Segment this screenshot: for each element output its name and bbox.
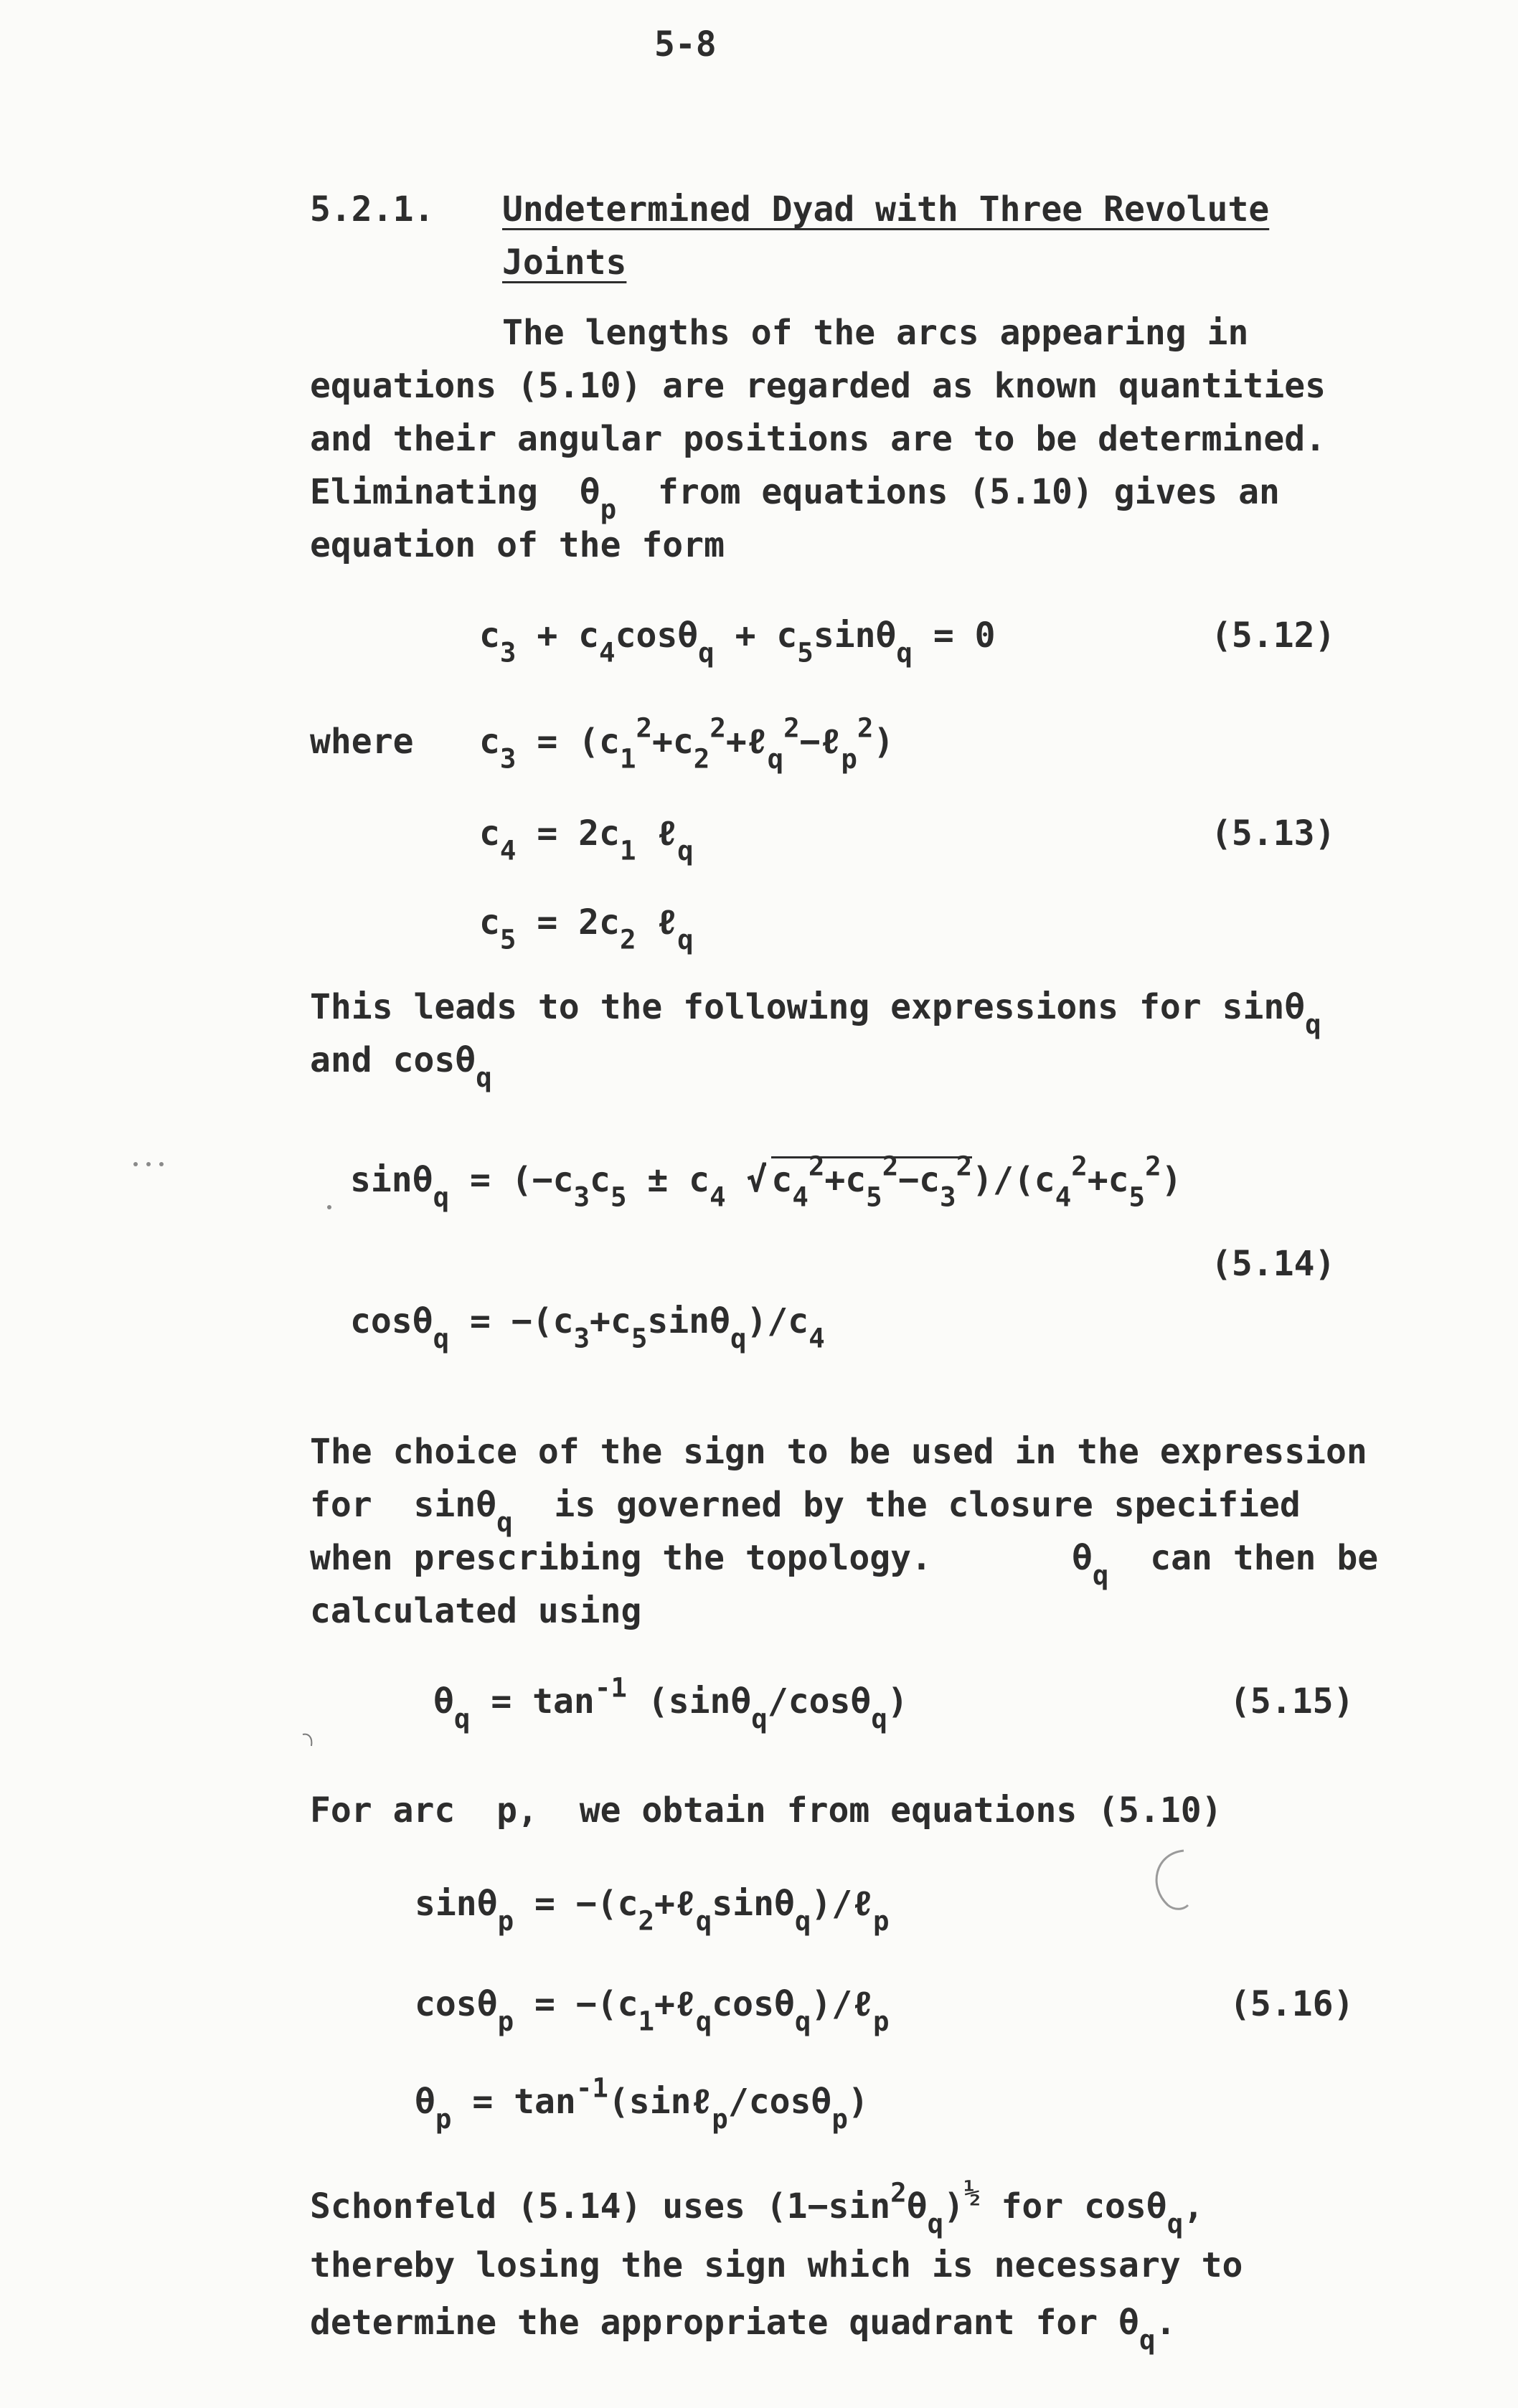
paragraph-line: The lengths of the arcs appearing in [502,313,1249,353]
paragraph-line [310,1040,492,1093]
paragraph-fragment: Eliminating [310,472,538,512]
math-sin-theta-q: sinθ$_q$ [1222,987,1321,1040]
paragraph-fragment: determine the appropriate quadrant for [310,2303,1098,2343]
equation-sin-theta-p: $\sin\theta_p = -(c_2+\ell_q\sin\theta_q)/\ell_p$ [415,1884,890,1937]
paragraph-line: and their angular positions are to be determined. [310,419,1326,459]
math-cos-theta-q: cosθ$_q$, [1084,2186,1204,2239]
equation-c5: $c_5 = 2c_2$ ℓ$_q$ [479,902,694,955]
paragraph-line [310,1538,932,1578]
equation-cos-theta-p: $\cos\theta_p = -(c_1+\ell_q\cos\theta_q)/\ell_p$ [415,1984,890,2037]
paragraph-line: The choice of the sign to be used in the expression [310,1432,1367,1472]
equation-theta-p: $\theta_p$ = $\tan^{-1}(\sin\ell_p/\cos\theta_p)$ [415,2072,869,2135]
section-number: 5.2.1. [310,189,435,230]
paragraph-fragment: when prescribing the topology. [310,1538,932,1578]
math-theta-q: $\theta_q$ [1072,1538,1109,1591]
section-title-line1: Undetermined Dyad with Three Revolute [502,189,1270,230]
scan-speck [159,1162,164,1166]
paragraph-fragment: is governed by the closure specified [554,1485,1301,1525]
equation-sin-theta-q: $\sin\theta_q = (-c_3c_5 \pm c_4$ √ $c_4^2+c_5^2-c_3^2)/(c_4^2+c_5^2)$ [350,1150,1182,1213]
paragraph-line [310,2176,1204,2239]
paragraph-fragment: For arc [310,1790,456,1831]
where-label: where [310,722,414,762]
paragraph-fragment: and [310,1040,372,1080]
scan-speck [133,1162,138,1166]
paragraph-fragment: from equations (5.10) gives an [657,472,1280,512]
scan-speck [300,1730,321,1752]
math-theta-p: $\theta_p$ [579,472,617,525]
equation-5-12: $c_3 + c_4\cos\theta_q + c_5\sin\theta_q = 0$ [479,615,996,669]
paragraph-line [310,1485,1301,1538]
paragraph-line [310,472,1280,525]
paragraph-line: calculated using [310,1591,642,1631]
equation-number: (5.12) [1211,615,1336,656]
paragraph-line [310,1790,1222,1831]
equation-number: (5.16) [1230,1984,1354,2024]
paragraph-fragment: This leads to the following expressions for [310,987,1202,1027]
equation-c4: $c_4 = 2c_1$ ℓ$_q$ [479,813,694,867]
equation-cos-theta-q: $\cos\theta_q = -(c_3+c_5\sin\theta_q)/c_4$ [350,1301,825,1354]
paragraph-fragment: for [1001,2186,1064,2227]
equation-c3: $c_3$ = $(c_1^2+c_2^2+\ell_q^2-\ell_p^2)$ [479,712,895,775]
paragraph-fragment: p, [496,1790,538,1831]
equation-number: (5.15) [1230,1681,1354,1722]
equation-number: (5.13) [1211,813,1336,854]
math-cos-theta-q: cosθ$_q$ [392,1040,492,1093]
math-one-minus-sin-squared: $(1-\sin^2\theta_q)^{\frac{1}{2}}$ [765,2176,981,2239]
math-sin-theta-q: sinθ$_q$ [413,1485,513,1538]
equation-number: (5.14) [1211,1244,1336,1284]
equation-theta-q: $\theta_q = \tan^{-1} (\sin\theta_q/\cos\theta_q)$ [433,1671,908,1734]
scan-speck [327,1205,331,1209]
paragraph-line: thereby losing the sign which is necessary to [310,2245,1243,2285]
paragraph-fragment: for [310,1485,372,1525]
paragraph-line [1072,1538,1379,1591]
pencil-mark [1141,1843,1198,1915]
paragraph-line [310,2303,1177,2356]
math-theta-q: $\theta_q$. [1118,2303,1177,2356]
section-title-line2: Joints [502,242,627,283]
paragraph-fragment: Schonfeld (5.14) uses [310,2186,745,2227]
paragraph-line [310,987,1321,1040]
paragraph-line: equation of the form [310,525,725,565]
paragraph-fragment: we obtain from equations (5.10) [579,1790,1222,1831]
page-number: 5-8 [654,24,717,65]
paragraph-line: equations (5.10) are regarded as known quantities [310,366,1326,406]
scan-speck [146,1162,151,1166]
paragraph-fragment: can then be [1150,1538,1379,1578]
